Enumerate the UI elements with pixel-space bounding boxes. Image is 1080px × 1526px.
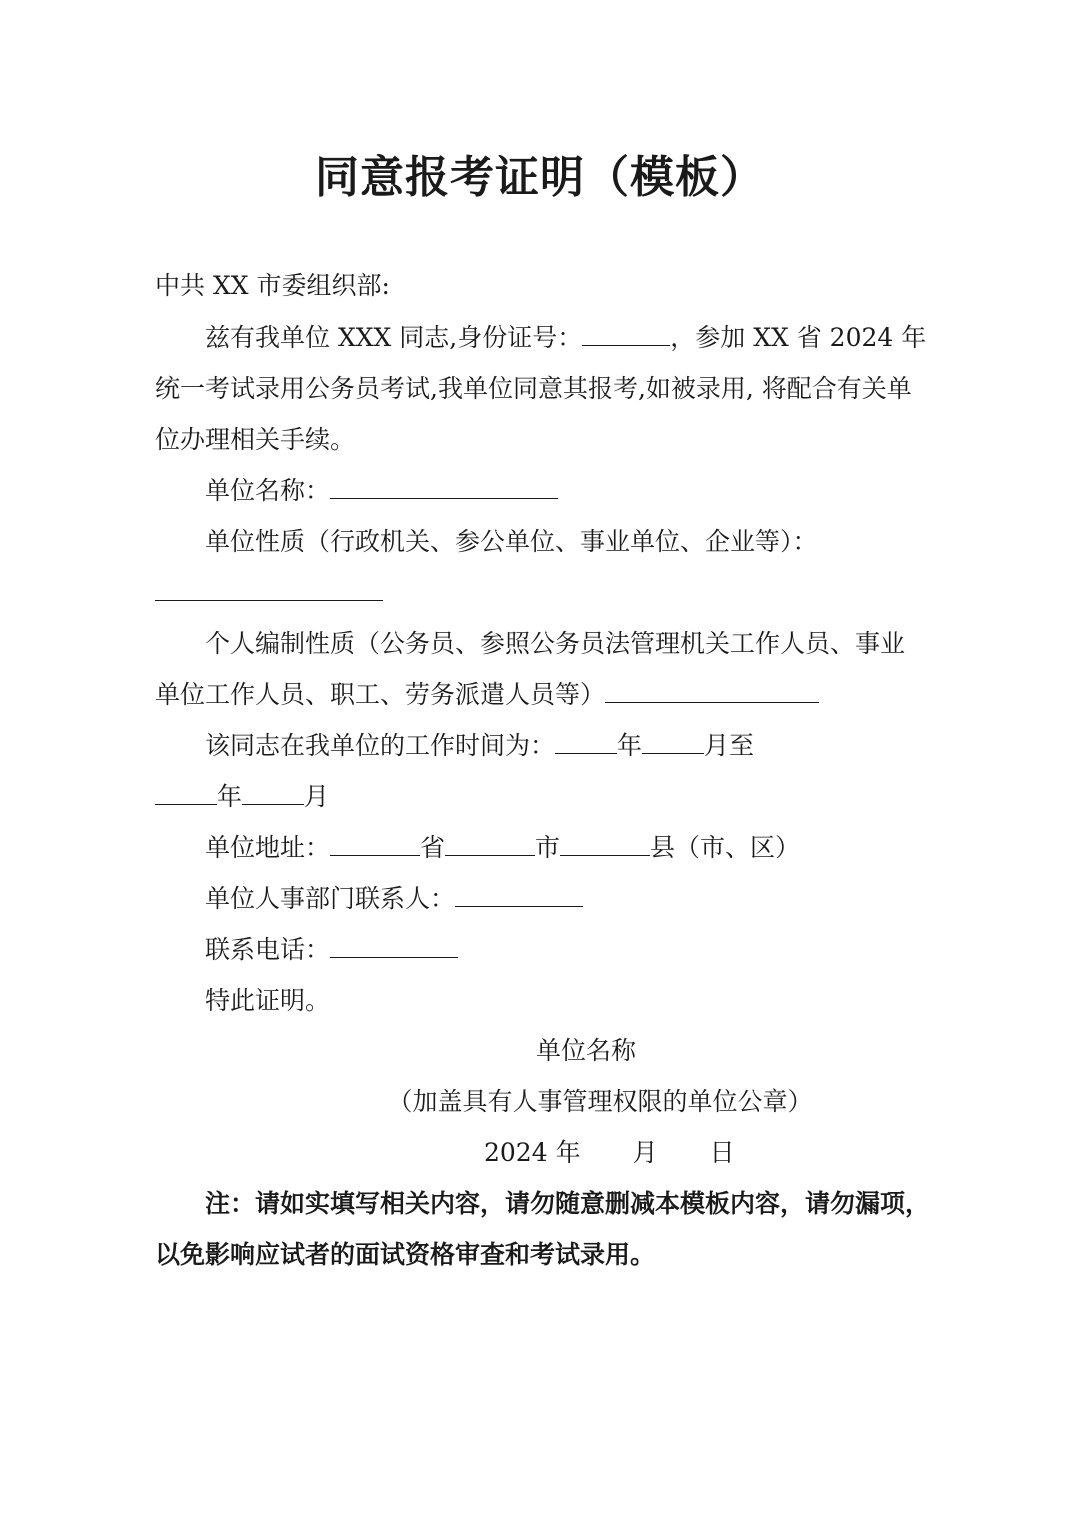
body-line-1-text-b: ，参加 XX 省 2024 年	[670, 323, 927, 352]
city-text: 市	[535, 833, 561, 862]
hr-contact-blank[interactable]	[455, 884, 583, 907]
body-line-1-text-a: 兹有我单位 XXX 同志,身份证号：	[205, 323, 583, 352]
county-text: 县（市、区）	[650, 833, 801, 862]
addressee: 中共 XX 市委组织部:	[155, 271, 390, 300]
phone-row	[205, 932, 458, 968]
phone-blank[interactable]	[330, 935, 458, 958]
body-line-1	[205, 320, 926, 356]
unit-name-row	[205, 473, 558, 509]
work-end-year-blank[interactable]	[155, 782, 217, 805]
work-start-month-blank[interactable]	[642, 731, 704, 754]
signature-month: 月	[632, 1138, 658, 1167]
province-text: 省	[420, 833, 446, 862]
hr-contact-label: 单位人事部门联系人：	[205, 884, 456, 913]
signature-date	[484, 1135, 735, 1171]
personal-nature-line-2: 单位工作人员、职工、劳务派遣人员等）	[155, 680, 606, 709]
signature-unit-name: 单位名称	[535, 1036, 636, 1065]
work-time-row	[205, 728, 754, 764]
unit-nature-label: 单位性质（行政机关、参公单位、事业单位、企业等）：	[205, 527, 818, 556]
work-month-to-text: 月至	[704, 731, 755, 760]
address-label: 单位地址：	[205, 833, 331, 862]
province-blank[interactable]	[330, 833, 420, 856]
seal-note: （加盖具有人事管理权限的单位公章）	[387, 1087, 813, 1116]
address-row	[205, 830, 800, 866]
work-start-year-blank[interactable]	[555, 731, 617, 754]
city-blank[interactable]	[445, 833, 535, 856]
work-end-year-text: 年	[217, 782, 243, 811]
hr-contact-row	[205, 881, 583, 917]
unit-name-blank[interactable]	[330, 476, 558, 499]
note-line-1: 注：请如实填写相关内容，请勿随意删减本模板内容，请勿漏项，	[205, 1189, 931, 1218]
signature-day: 日	[709, 1138, 735, 1167]
closing-text: 特此证明。	[205, 986, 331, 1015]
county-blank[interactable]	[560, 833, 650, 856]
work-start-year-text: 年	[617, 731, 643, 760]
personal-nature-row	[155, 677, 819, 713]
id-number-blank[interactable]	[582, 323, 670, 346]
body-line-3: 位办理相关手续。	[155, 425, 356, 454]
personal-nature-blank[interactable]	[605, 680, 819, 703]
work-time-label: 该同志在我单位的工作时间为：	[205, 731, 556, 760]
work-end-month-blank[interactable]	[242, 782, 304, 805]
body-line-2: 统一考试录用公务员考试,我单位同意其报考,如被录用, 将配合有关单	[155, 374, 912, 403]
signature-year: 2024 年	[484, 1138, 581, 1167]
work-end-row	[155, 779, 329, 815]
document-title: 同意报考证明（模板）	[315, 152, 765, 203]
note-line-2: 以免影响应试者的面试资格审查和考试录用。	[155, 1240, 656, 1269]
unit-nature-row	[155, 575, 383, 611]
personal-nature-line-1: 个人编制性质（公务员、参照公务员法管理机关工作人员、事业	[205, 629, 906, 658]
unit-name-label: 单位名称：	[205, 476, 331, 505]
phone-label: 联系电话：	[205, 935, 331, 964]
work-end-month-text: 月	[304, 782, 330, 811]
unit-nature-blank[interactable]	[155, 578, 383, 601]
